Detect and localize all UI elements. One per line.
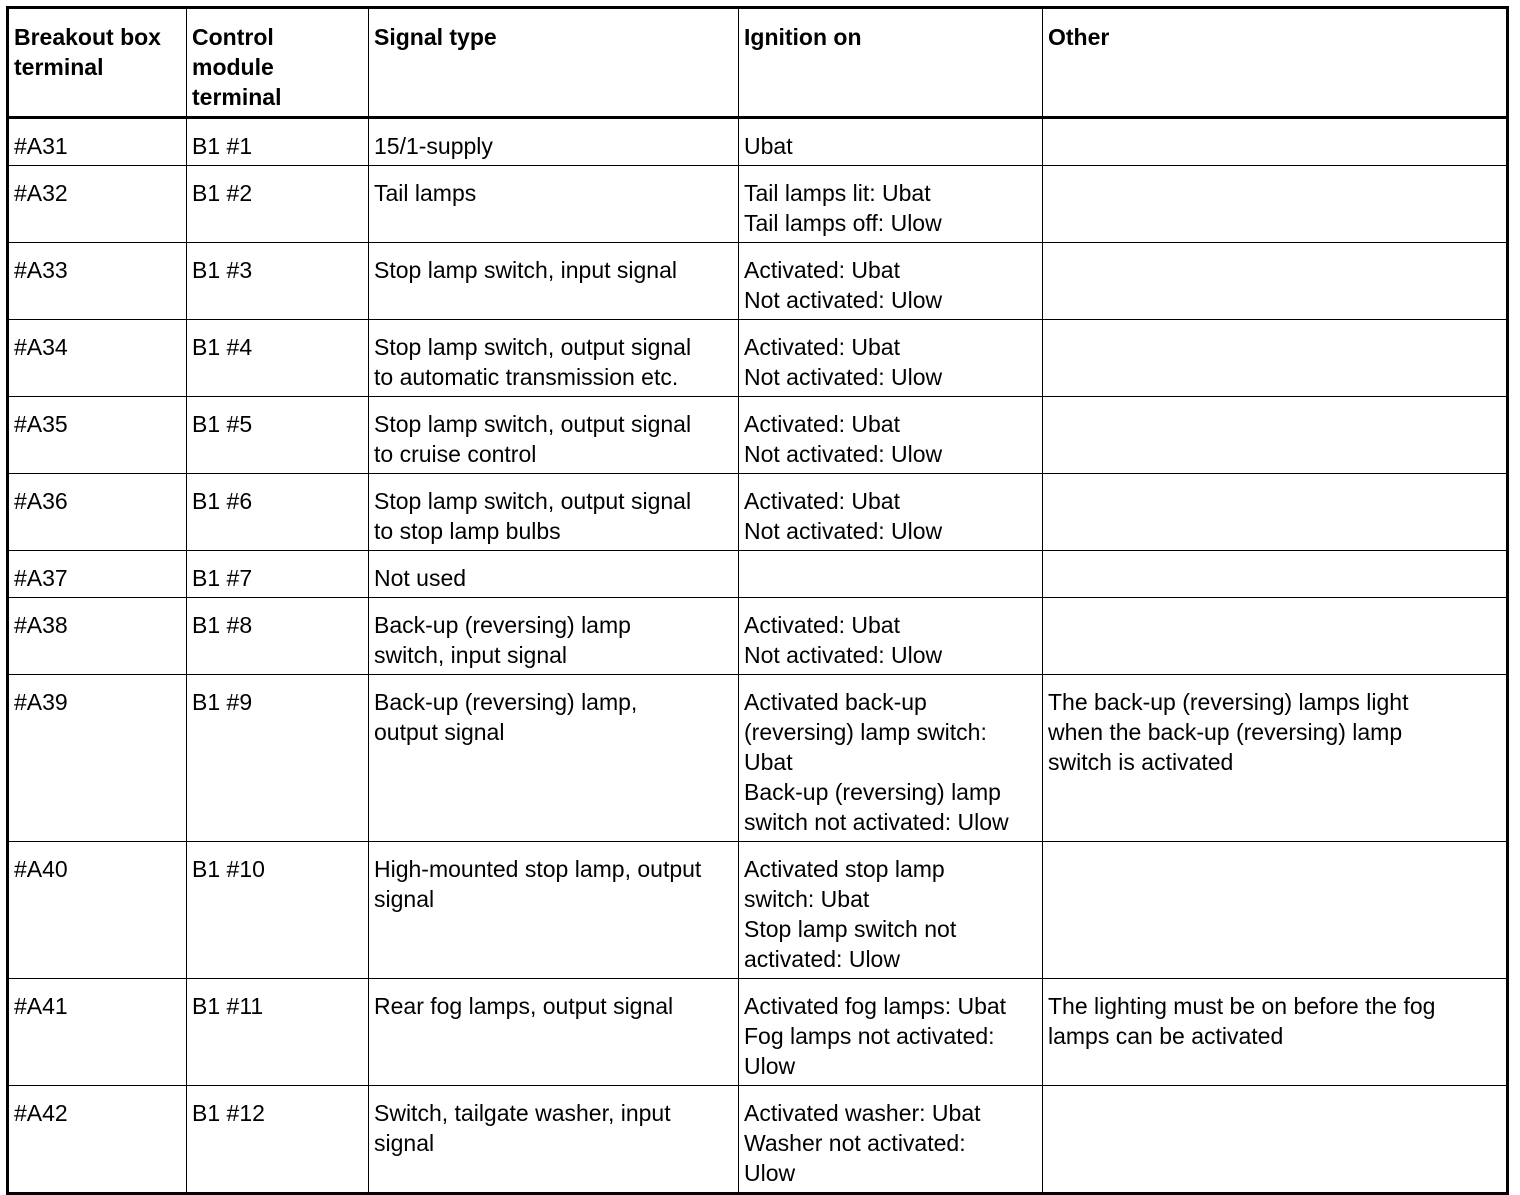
table-row — [8, 598, 1508, 675]
signal-type-cell: Tail lamps — [369, 166, 739, 243]
table-row — [8, 675, 1508, 842]
header-breakout-box-terminal: Breakout box terminal — [8, 8, 187, 118]
breakout-terminal-cell: #A40 — [8, 842, 187, 979]
header-other: Other — [1043, 8, 1508, 118]
signal-type-cell: Stop lamp switch, output signal to cruise control — [369, 397, 739, 474]
signal-type-cell: 15/1-supply — [369, 118, 739, 166]
module-terminal-cell: B1 #10 — [187, 842, 369, 979]
signal-type-cell: Back-up (reversing) lamp switch, input signal — [369, 598, 739, 675]
module-terminal-cell: B1 #3 — [187, 243, 369, 320]
signal-type-cell: Stop lamp switch, input signal — [369, 243, 739, 320]
ignition-on-cell: Activated stop lamp switch: Ubat Stop lamp switch not activated: Ulow — [739, 842, 1043, 979]
table-row — [8, 320, 1508, 397]
module-terminal-cell: B1 #2 — [187, 166, 369, 243]
other-cell — [1043, 551, 1508, 598]
module-terminal-cell: B1 #6 — [187, 474, 369, 551]
table-row — [8, 397, 1508, 474]
other-cell: The back-up (reversing) lamps light when the back-up (reversing) lamp switch is activated — [1043, 675, 1508, 842]
ignition-on-cell: Activated washer: Ubat Washer not activated: Ulow — [739, 1086, 1043, 1194]
ignition-on-cell: Activated back-up (reversing) lamp switch: Ubat Back-up (reversing) lamp switch not activated: Ulow — [739, 675, 1043, 842]
breakout-terminal-cell: #A31 — [8, 118, 187, 166]
ignition-on-cell: Activated fog lamps: Ubat Fog lamps not activated: Ulow — [739, 979, 1043, 1086]
table-row — [8, 166, 1508, 243]
signal-type-cell: Stop lamp switch, output signal to stop lamp bulbs — [369, 474, 739, 551]
table-row — [8, 551, 1508, 598]
module-terminal-cell: B1 #5 — [187, 397, 369, 474]
ignition-on-cell: Tail lamps lit: Ubat Tail lamps off: Ulow — [739, 166, 1043, 243]
ignition-on-cell: Activated: Ubat Not activated: Ulow — [739, 243, 1043, 320]
signal-type-cell: Stop lamp switch, output signal to automatic transmission etc. — [369, 320, 739, 397]
other-cell — [1043, 118, 1508, 166]
table-row — [8, 1086, 1508, 1194]
table-row — [8, 842, 1508, 979]
ignition-on-cell: Ubat — [739, 118, 1043, 166]
ignition-on-cell: Activated: Ubat Not activated: Ulow — [739, 320, 1043, 397]
ignition-on-cell — [739, 551, 1043, 598]
signal-type-cell: High-mounted stop lamp, output signal — [369, 842, 739, 979]
ignition-on-cell: Activated: Ubat Not activated: Ulow — [739, 474, 1043, 551]
breakout-terminal-cell: #A42 — [8, 1086, 187, 1194]
module-terminal-cell: B1 #9 — [187, 675, 369, 842]
breakout-terminal-cell: #A32 — [8, 166, 187, 243]
breakout-terminal-cell: #A35 — [8, 397, 187, 474]
table-row — [8, 118, 1508, 166]
module-terminal-cell: B1 #8 — [187, 598, 369, 675]
other-cell — [1043, 166, 1508, 243]
signal-type-cell: Switch, tailgate washer, input signal — [369, 1086, 739, 1194]
other-cell — [1043, 598, 1508, 675]
breakout-terminal-cell: #A34 — [8, 320, 187, 397]
other-cell — [1043, 397, 1508, 474]
table-row — [8, 243, 1508, 320]
header-ignition-on: Ignition on — [739, 8, 1043, 118]
other-cell — [1043, 474, 1508, 551]
module-terminal-cell: B1 #4 — [187, 320, 369, 397]
table-row — [8, 979, 1508, 1086]
other-cell — [1043, 243, 1508, 320]
signal-type-cell: Back-up (reversing) lamp, output signal — [369, 675, 739, 842]
module-terminal-cell: B1 #7 — [187, 551, 369, 598]
breakout-terminal-cell: #A36 — [8, 474, 187, 551]
module-terminal-cell: B1 #12 — [187, 1086, 369, 1194]
signal-type-cell: Not used — [369, 551, 739, 598]
breakout-terminal-cell: #A39 — [8, 675, 187, 842]
breakout-terminal-cell: #A37 — [8, 551, 187, 598]
other-cell: The lighting must be on before the fog lamps can be activated — [1043, 979, 1508, 1086]
breakout-terminal-cell: #A41 — [8, 979, 187, 1086]
breakout-terminal-cell: #A33 — [8, 243, 187, 320]
other-cell — [1043, 842, 1508, 979]
breakout-terminal-cell: #A38 — [8, 598, 187, 675]
other-cell — [1043, 320, 1508, 397]
ignition-on-cell: Activated: Ubat Not activated: Ulow — [739, 397, 1043, 474]
header-control-module-terminal: Control module terminal — [187, 8, 369, 118]
module-terminal-cell: B1 #1 — [187, 118, 369, 166]
header-row — [8, 8, 1508, 118]
signal-type-cell: Rear fog lamps, output signal — [369, 979, 739, 1086]
terminal-signal-table — [6, 6, 1509, 1195]
other-cell — [1043, 1086, 1508, 1194]
header-signal-type: Signal type — [369, 8, 739, 118]
module-terminal-cell: B1 #11 — [187, 979, 369, 1086]
table-row — [8, 474, 1508, 551]
ignition-on-cell: Activated: Ubat Not activated: Ulow — [739, 598, 1043, 675]
